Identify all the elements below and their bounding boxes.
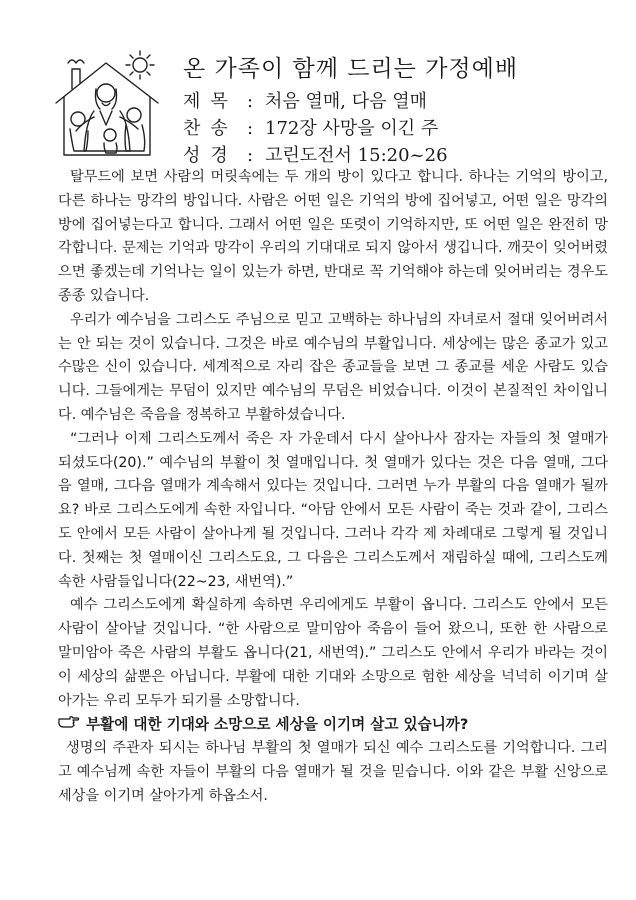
- closing-prayer: 생명의 주관자 되시는 하나님 부활의 첫 열매가 되신 예수 그리스도를 기억합니다. 그리고 예수님께 속한 자들이 부활의 다음 열매가 될 것을 믿습니다. 이와 같은 부활 신앙으로 세상을 이기며 살아가게 하옵소서.: [58, 740, 608, 804]
- paragraph-3: “그러나 이제 그리스도께서 죽은 자 가운데서 다시 살아나사 잠자는 자들의 첫 열매가 되셨도다(20).” 예수님의 부활이 첫 열매입니다. 첫 열매가 있다는 것은 다음 열매, 그다음 열매, 그다음 열매가 계속해서 있다는 것입니다. 그러면 누가 부활의 다음 열매가 될까요? 바로 그리스도에게 속한 자입니다. “아담 안에서 모든 사람이 죽는 것과 같이, 그리스도 안에서 모든 사람이 살아나게 될 것입니다. 그러나 각각 제 차례대로 그렇게 될 것입니다. 첫째는 첫 열매이신 그리스도요, 그 다음은 그리스도께서 재림하실 때에, 그리스도께 속한 사람들입니다(22~23, 새번역).”: [58, 430, 608, 590]
- paragraph-2: 우리가 예수님을 그리스도 주님으로 믿고 고백하는 하나님의 자녀로서 절대 잊어버려서는 안 되는 것이 있습니다. 그것은 바로 예수님의 부활입니다. 세상에는 많은 종교가 있고 수많은 신이 있습니다. 세계적으로 자리 잡은 종교들을 보면 그 종교를 세운 사람도 있습니다. 그들에게는 무덤이 있지만 예수님의 무덤은 비었습니다. 이것이 본질적인 차이입니다. 예수님은 죽음을 정복하고 부활하셨습니다.: [58, 311, 608, 423]
- pointing-hand-icon: [58, 713, 80, 737]
- paragraph-4: 예수 그리스도에게 확실하게 속하면 우리에게도 부활이 옵니다. 그리스도 안에서 모든 사람이 살아날 것입니다. “한 사람으로 말미암아 죽음이 들어 왔으니, 또한 한 사람으로 말미암아 죽은 사람의 부활도 옵니다(21, 새번역).” 그리스도 안에서 우리가 바라는 것이 이 세상의 삶뿐은 아닙니다. 부활에 대한 기대와 소망으로 험한 세상을 넉넉히 이기며 살아가는 우리 모두가 되기를 소망합니다.: [58, 597, 608, 709]
- reflection-question: [58, 713, 608, 737]
- hymn-row: 찬송 : 172장 사망을 이긴 주: [183, 115, 603, 142]
- sermon-title-row: 제목 : 처음 열매, 다음 열매: [183, 88, 603, 115]
- worship-header: [183, 54, 603, 169]
- worship-title: 온 가족이 함께 드리는 가정예배: [183, 56, 519, 82]
- family-worship-illustration: [50, 45, 168, 163]
- paragraph-1: 탈무드에 보면 사람의 머릿속에는 두 개의 방이 있다고 합니다. 하나는 기억의 방이고, 다른 하나는 망각의 방입니다. 사람은 어떤 일은 기억의 방에 집어넣고, 어떤 일은 망각의 방에 집어넣는다고 합니다. 그래서 어떤 일은 또렷이 기억하지만, 또 어떤 일은 완전히 망각합니다. 문제는 기억과 망각이 우리의 기대대로 되지 않아서 생깁니다. 깨끗이 잊어버렸으면 좋겠는데 기억나는 일이 있는가 하면, 반대로 꼭 기억해야 하는데 잊어버리는 경우도 종종 있습니다.: [58, 169, 608, 304]
- scripture-value: 고린도전서 15:20~26: [265, 145, 448, 166]
- sermon-title-label: 제목: [183, 91, 238, 112]
- hymn-value: 172장 사망을 이긴 주: [265, 118, 439, 139]
- hymn-label: 찬송: [183, 118, 238, 139]
- sermon-body: [58, 166, 608, 809]
- scripture-row: 성경 : 고린도전서 15:20~26: [183, 142, 603, 169]
- sermon-title-value: 처음 열매, 다음 열매: [265, 91, 427, 112]
- question-text: 부활에 대한 기대와 소망으로 세상을 이기며 살고 있습니까?: [86, 716, 469, 734]
- scripture-label: 성경: [183, 145, 238, 166]
